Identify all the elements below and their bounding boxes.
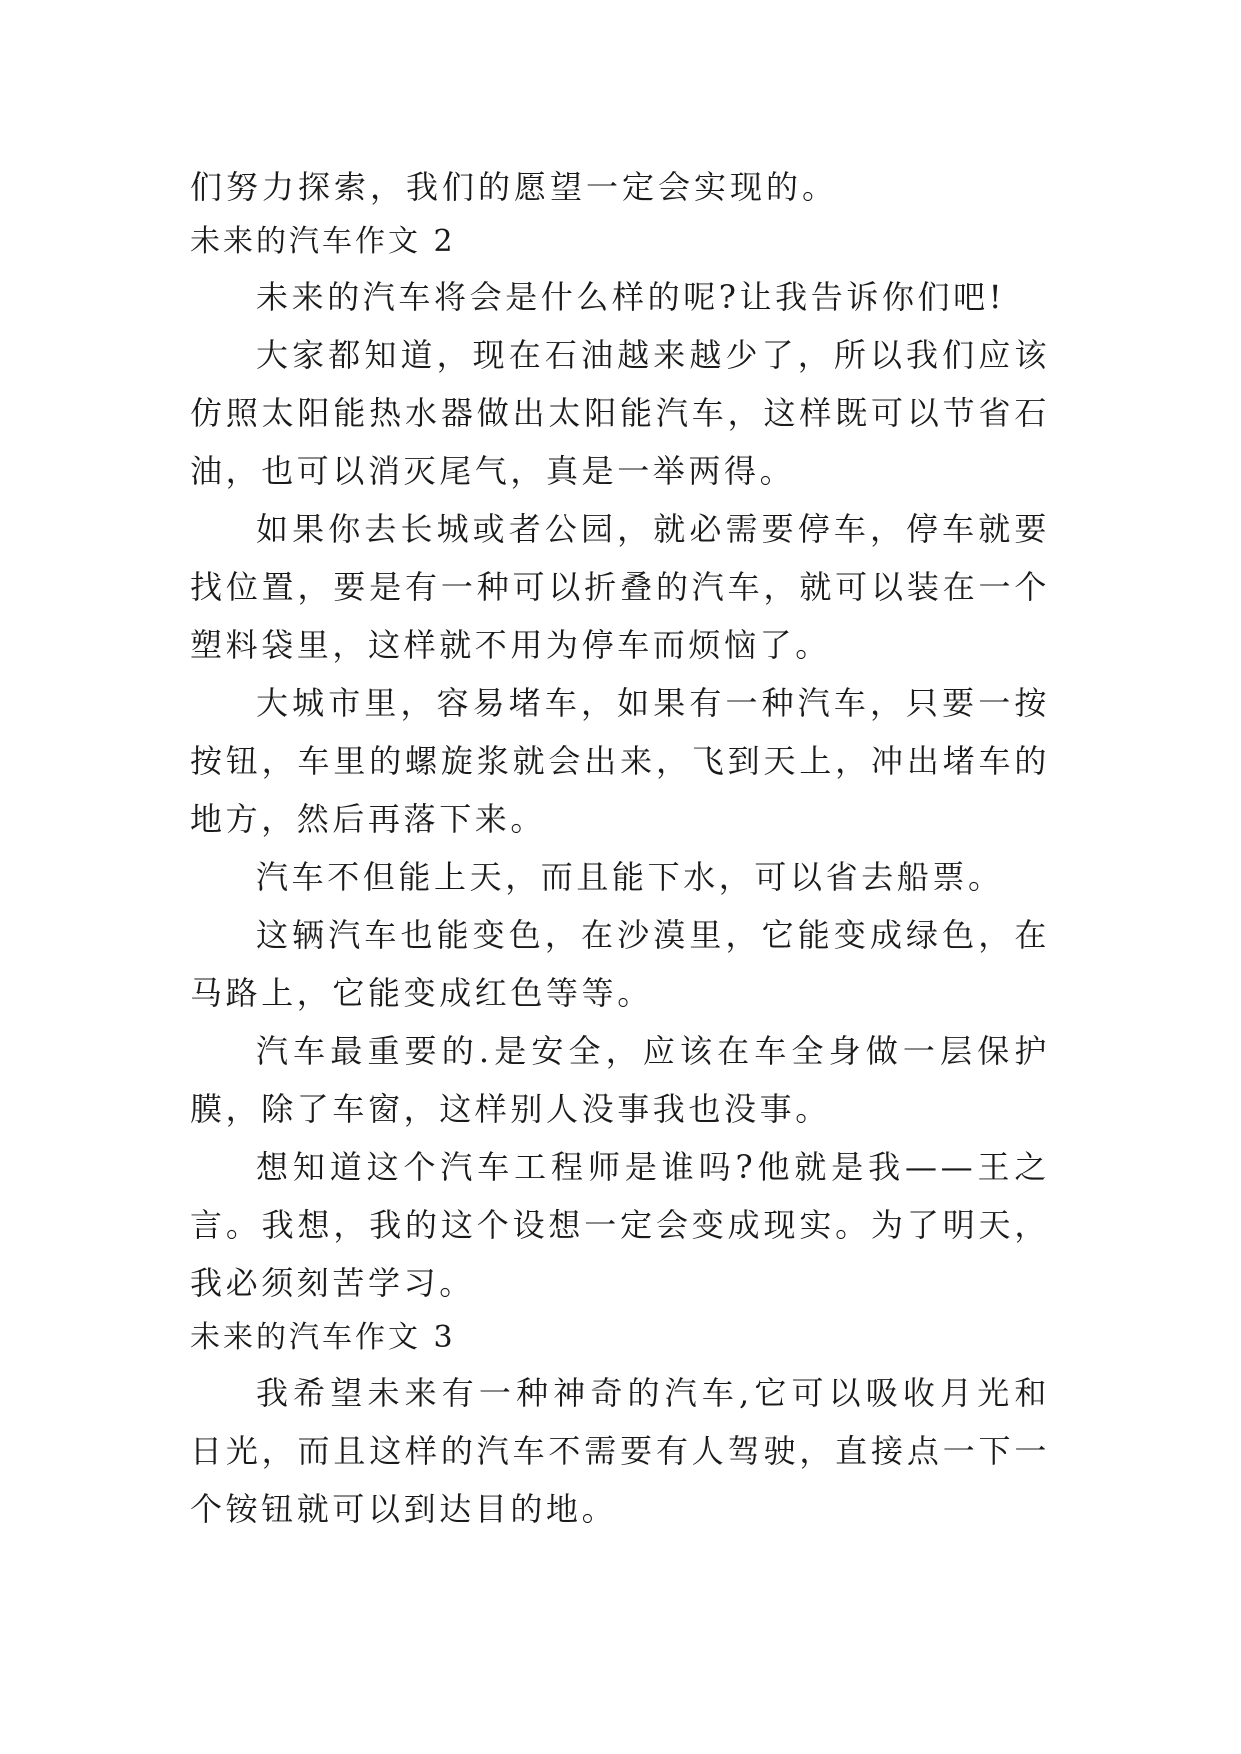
section-2-paragraph-6: 这辆汽车也能变色，在沙漠里，它能变成绿色，在马路上，它能变成红色等等。 (190, 916, 1050, 1012)
section-2-paragraph-4: 大城市里，容易堵车，如果有一种汽车，只要一按按钮，车里的螺旋浆就会出来，飞到天上，冲出堵车的地方，然后再落下来。 (190, 684, 1050, 838)
section-2-paragraph-7: 汽车最重要的.是安全，应该在车全身做一层保护膜，除了车窗，这样别人没事我也没事。 (190, 1032, 1050, 1128)
section-2-paragraph-1: 未来的汽车将会是什么样的呢?让我告诉你们吧! (256, 278, 1006, 316)
section-2-heading: 未来的汽车作文 2 (190, 224, 456, 259)
section-2-paragraph-8: 想知道这个汽车工程师是谁吗?他就是我——王之言。我想，我的这个设想一定会变成现实。为了明天，我必须刻苦学习。 (190, 1148, 1050, 1302)
section-2-paragraph-2: 大家都知道，现在石油越来越少了，所以我们应该仿照太阳能热水器做出太阳能汽车，这样既可以节省石油，也可以消灭尾气，真是一举两得。 (190, 336, 1050, 490)
section-3-heading: 未来的汽车作文 3 (190, 1320, 456, 1355)
section-2-paragraph-5: 汽车不但能上天，而且能下水，可以省去船票。 (256, 858, 1004, 896)
document-body (190, 158, 1050, 1538)
section-3-paragraph-1: 我希望未来有一种神奇的汽车,它可以吸收月光和日光，而且这样的汽车不需要有人驾驶，直接点一下一个铵钮就可以到达目的地。 (190, 1374, 1050, 1528)
section-2-paragraph-3: 如果你去长城或者公园，就必需要停车，停车就要找位置，要是有一种可以折叠的汽车，就可以装在一个塑料袋里，这样就不用为停车而烦恼了。 (190, 510, 1050, 664)
carryover-line: 们努力探索，我们的愿望一定会实现的。 (190, 168, 839, 206)
